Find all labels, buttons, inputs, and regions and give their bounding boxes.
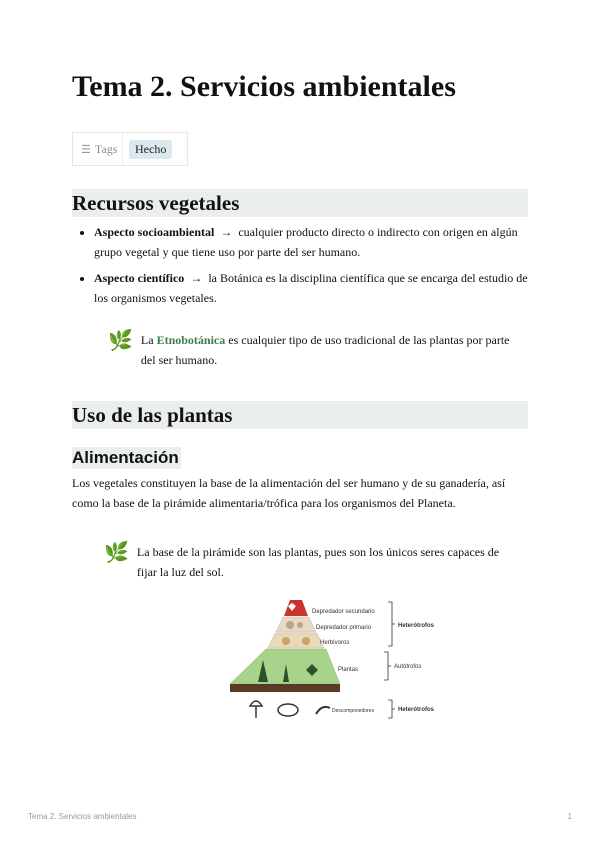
tag-chip[interactable]: Hecho [129, 140, 172, 159]
label-depredador-primario: Depredador primario [316, 625, 372, 631]
tags-property [73, 133, 123, 165]
label-plantas: Plantas [338, 667, 359, 673]
callout-text: La base de la pirámide son las plantas, pues son los únicos seres capaces de fijar la luz del sol. [136, 545, 500, 579]
arrow: → [190, 271, 203, 285]
callout-base-piramide [104, 542, 504, 582]
label-autotrofos: Autótrofos [394, 664, 422, 670]
label-depredador-secundario: Depredador secundario [312, 609, 375, 615]
pyramid-level-2 [276, 617, 316, 632]
highlight-term: Etnobotánica [156, 333, 226, 347]
footer-title: Tema 2. Servicios ambientales [28, 812, 137, 821]
pyramid-level-3 [268, 633, 324, 648]
tags-label: Tags [94, 141, 118, 156]
leaf-icon: 🌿 [104, 542, 129, 564]
leaf-icon: 🌿 [108, 330, 133, 352]
label-heterotrofos-top: Heterótrofos [398, 623, 435, 629]
callout-etnobotanica [108, 330, 518, 370]
section-heading-recursos: Recursos vegetales [72, 189, 528, 217]
label-heterotrofos-bottom: Heterótrofos [398, 707, 435, 713]
bullet-term: Aspecto científico [94, 271, 185, 285]
properties-table [72, 132, 188, 166]
label-descomponedores: Descomponedores [332, 708, 374, 714]
page-number: 1 [567, 812, 572, 821]
section-heading-uso: Uso de las plantas [72, 401, 528, 429]
bullet-text: cualquier producto directo o indirecto con origen en algún grupo vegetal y que tiene uso por parte del ser humano. [94, 225, 518, 259]
subheading-alimentacion: Alimentación [72, 448, 179, 467]
bullet-text: la Botánica es la disciplina científica que se encarga del estudio de los organismos vegetales. [94, 271, 528, 305]
bullet-list [72, 222, 528, 314]
trophic-pyramid-figure [228, 596, 448, 726]
list-item [94, 222, 528, 262]
list-icon: ☰ [81, 143, 91, 156]
label-herbivoros: Herbívoros [320, 640, 350, 646]
callout-text: La Etnobotánica es cualquier tipo de uso tradicional de las plantas por parte del ser humano. [140, 333, 510, 367]
paragraph: Los vegetales constituyen la base de la alimentación del ser humano y de su ganadería, así como la base de la pirámide alimentaria/trófica para los organismos del Planeta. [72, 476, 506, 510]
arrow: → [220, 225, 233, 239]
pyramid-level-top [284, 600, 308, 616]
page-title: Tema 2. Servicios ambientales [72, 70, 456, 103]
page-footer [28, 812, 572, 821]
soil-band [230, 684, 340, 692]
list-item [94, 268, 528, 308]
bullet-term: Aspecto socioambiental [94, 225, 215, 239]
